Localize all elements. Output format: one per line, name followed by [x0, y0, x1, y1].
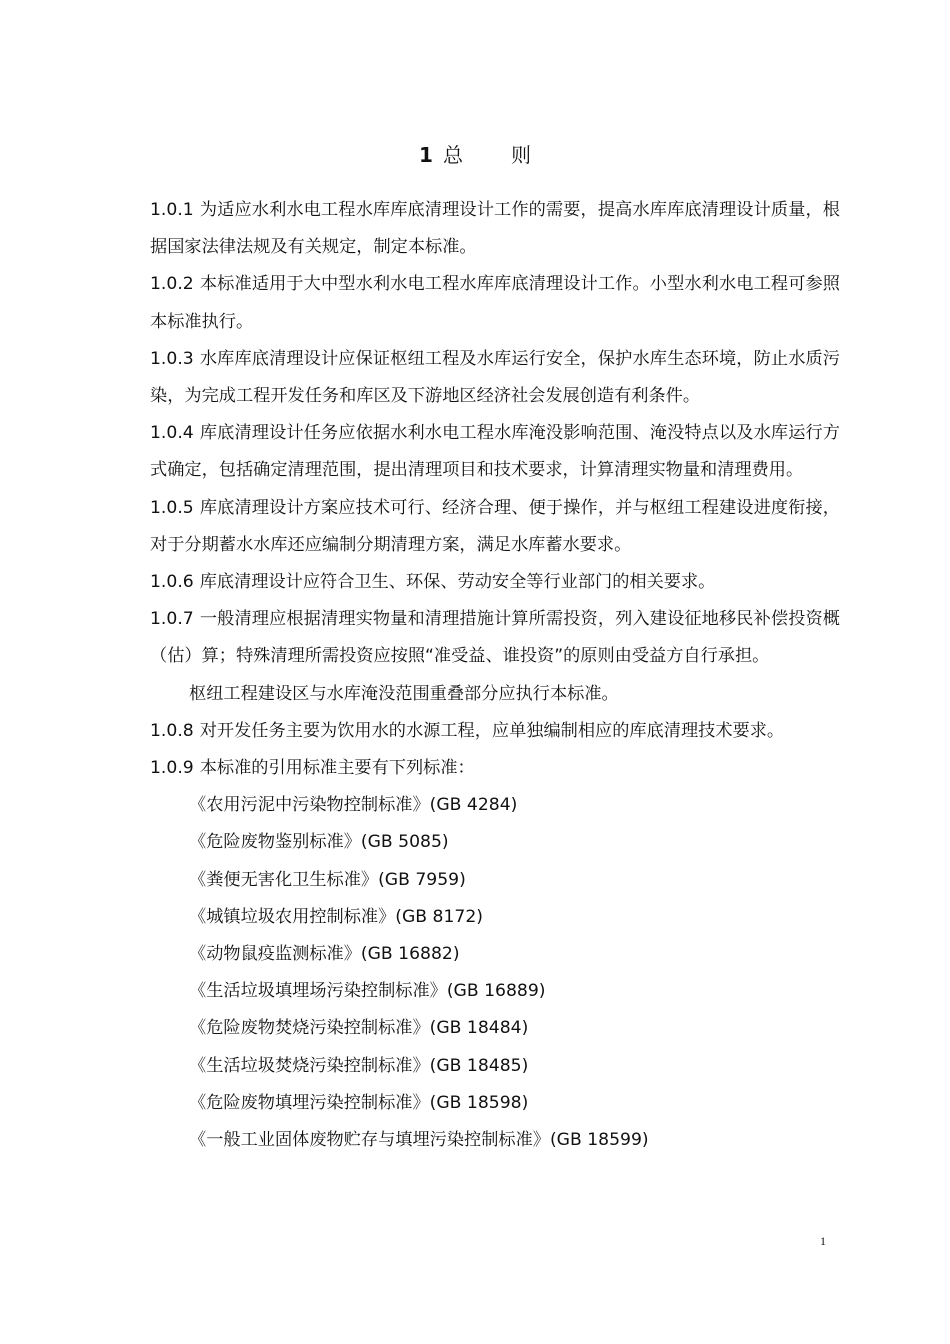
reference-standard-item: 《城镇垃圾农用控制标准》(GB 8172) — [189, 906, 483, 927]
clause-number: 1.0.7 — [150, 609, 194, 630]
clause-1-0-4 — [150, 415, 840, 489]
clause-number: 1.0.2 — [150, 274, 194, 295]
clause-text: 库底清理设计方案应技术可行、经济合理、便于操作，并与枢纽工程建设进度衔接，对于分期蓄水水库还应编制分期清理方案，满足水库蓄水要求。 — [150, 497, 840, 555]
clause-1-0-2 — [150, 266, 840, 340]
clause-number: 1.0.1 — [150, 200, 194, 220]
clause-number: 1.0.4 — [150, 423, 194, 444]
reference-standard-item: 《危险废物填埋污染控制标准》(GB 18598) — [189, 1092, 529, 1113]
chapter-title-char-2: 则 — [510, 143, 531, 167]
clause-text: 库底清理设计应符合卫生、环保、劳动安全等行业部门的相关要求。 — [199, 572, 716, 593]
clause-1-0-5 — [150, 490, 840, 564]
clause-text: 一般清理应根据清理实物量和清理措施计算所需投资，列入建设征地移民补偿投资概（估）算；特殊清理所需投资应按照“准受益、谁投资”的原则由受益方自行承担。 — [150, 609, 840, 667]
clause-1-0-7-continuation: 枢纽工程建设区与水库淹没范围重叠部分应执行本标准。 — [189, 683, 619, 704]
document-body — [150, 192, 840, 1159]
reference-standard-item: 《危险废物焚烧污染控制标准》(GB 18484) — [189, 1018, 529, 1039]
clause-1-0-8 — [150, 713, 840, 750]
clause-number: 1.0.9 — [150, 758, 194, 779]
clause-text: 本标准的引用标准主要有下列标准： — [199, 758, 475, 779]
reference-standard-item: 《动物鼠疫监测标准》(GB 16882) — [189, 944, 460, 965]
clause-text: 为适应水利水电工程水库库底清理设计工作的需要，提高水库库底清理设计质量，根据国家法律法规及有关规定，制定本标准。 — [150, 200, 840, 258]
reference-standard-item: 《生活垃圾填埋场污染控制标准》(GB 16889) — [189, 981, 546, 1002]
clause-text: 本标准适用于大中型水利水电工程水库库底清理设计工作。小型水利水电工程可参照本标准执行。 — [150, 274, 840, 332]
clause-number: 1.0.5 — [150, 497, 194, 518]
clause-1-0-9 — [150, 750, 840, 787]
clause-text: 库底清理设计任务应依据水利水电工程水库淹没影响范围、淹没特点以及水库运行方式确定，包括确定清理范围，提出清理项目和技术要求，计算清理实物量和清理费用。 — [150, 423, 840, 481]
clause-1-0-7 — [150, 601, 840, 675]
clause-number: 1.0.8 — [150, 720, 194, 741]
chapter-number: 1 — [419, 143, 433, 167]
clause-1-0-6 — [150, 564, 840, 601]
clause-text: 对开发任务主要为饮用水的水源工程，应单独编制相应的库底清理技术要求。 — [199, 720, 785, 741]
reference-standards-list — [150, 787, 840, 1159]
page-number: 1 — [820, 1234, 826, 1248]
chapter-title — [0, 140, 950, 170]
clause-text: 水库库底清理设计应保证枢纽工程及水库运行安全，保护水库生态环境，防止水质污染，为完成工程开发任务和库区及下游地区经济社会发展创造有利条件。 — [150, 348, 840, 407]
reference-standard-item: 《危险废物鉴别标准》(GB 5085) — [189, 832, 449, 853]
clause-number: 1.0.6 — [150, 572, 194, 593]
chapter-title-char-1: 总 — [442, 143, 463, 167]
reference-standard-item: 《农用污泥中污染物控制标准》(GB 4284) — [189, 795, 518, 816]
clause-1-0-1 — [150, 192, 840, 266]
reference-standard-item: 《粪便无害化卫生标准》(GB 7959) — [189, 869, 466, 890]
clause-1-0-3 — [150, 341, 840, 415]
clause-number: 1.0.3 — [150, 348, 194, 369]
reference-standard-item: 《一般工业固体废物贮存与填埋污染控制标准》(GB 18599) — [189, 1130, 649, 1151]
reference-standard-item: 《生活垃圾焚烧污染控制标准》(GB 18485) — [189, 1055, 529, 1076]
